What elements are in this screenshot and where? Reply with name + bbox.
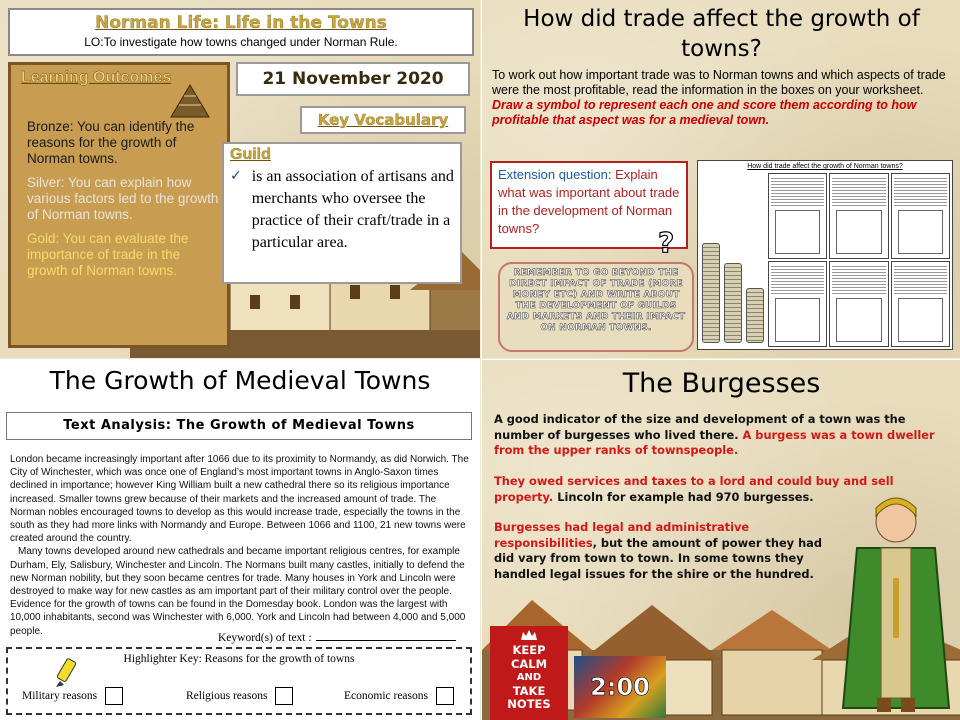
paragraph-2-highlight: They owed services and taxes to a lord and could buy and sell property. [494, 474, 894, 504]
vocabulary-card [222, 142, 462, 284]
religious-label: Religious reasons [186, 690, 268, 702]
paragraph-1 [494, 412, 954, 459]
keep-calm-line-3: AND [516, 672, 542, 683]
extension-question: : Explain what was important about trade in the development of Norman towns? [498, 167, 680, 236]
religious-key[interactable] [186, 687, 293, 705]
highlighter-key-title: Highlighter Key: Reasons for the growth of towns [123, 653, 355, 665]
learning-outcomes-heading: Learning Outcomes [21, 69, 172, 86]
outcome-bronze: Bronze: You can identify the reasons for the growth of Norman towns. [27, 119, 195, 166]
source-text [10, 453, 470, 638]
paragraph-1: London became increasingly important after 1066 due to its proximity to Normandy, as did Norwich. The City of Winchester, which was once one of England’s most important towns in Anglo-Saxon times declined in importance; however King William built a new cathedral there so its religious importance increased. Smaller towns grew because of their markets and the increased amount of trade. The Norman nobles encouraged towns to develop as this would increase trade, especially the towns in the south as they had more links with Normandy and Europe. Between 1066 and 1100, 21 new towns were created around the country. [10, 454, 469, 545]
instructions-task: Draw a symbol to represent each one and score them according to how profitable that aspect was for a medieval town. [492, 98, 917, 127]
slide-growth-of-towns [0, 359, 480, 720]
keep-calm-line-4: TAKE [512, 683, 546, 698]
economic-checkbox[interactable] [436, 687, 454, 705]
outcome-gold: Gold: You can evaluate the importance of trade in the growth of Norman towns. [27, 231, 189, 278]
outcome-silver: Silver: You can explain how various factors led to the growth of Norman towns. [27, 175, 219, 222]
economic-label: Economic reasons [344, 690, 428, 702]
slide-title: The Burgesses [622, 368, 821, 399]
paragraph-2: Many towns developed around new cathedrals and became important religious centres, for example Durham, Ely, Salisbury, Winchester and Lincoln. The Normans built many castles, initially to defend the new Norman nobility, but they soon became centres for trade. Many houses in York and Lincoln were destroyed to make way for new castles as am important part of their military control over the people. Evidence for the growth of towns can be found in the Domesday book. London was the largest with 10,000 inhabitants, second was Winchester with 6,000. York and Lincoln had between 4,000 and 5,000 people. [10, 546, 466, 637]
religious-checkbox[interactable] [275, 687, 293, 705]
paragraph-1-definition: A burgess was a town dweller from the upper ranks of townspeople. [494, 427, 935, 457]
slide-title: The Growth of Medieval Towns [49, 366, 431, 395]
paragraph-3-text: , but the amount of power they had did vary from town to town. In some towns they handled legal issues for the shire or the hundred. [494, 535, 823, 581]
instructions [492, 68, 954, 128]
page-title: Norman Life: Life in the Towns [95, 13, 387, 33]
worksheet-grid [768, 173, 950, 347]
paragraph-3 [494, 520, 824, 582]
question-mark-icon: ? [658, 226, 675, 259]
coin-stacks-icon [700, 173, 766, 347]
military-label: Military reasons [22, 690, 98, 702]
keyword-answer-line[interactable] [316, 631, 456, 641]
text-analysis-heading: Text Analysis: The Growth of Medieval Towns [6, 412, 472, 440]
crown-icon [521, 630, 537, 640]
date: 21 November 2020 [236, 62, 470, 96]
instructions-text: To work out how important trade was to Norman towns and which aspects of trade were the most profitable, read the information in the boxes on your worksheet. [492, 68, 946, 97]
paragraph-2-text: Lincoln for example had 970 burgesses. [553, 489, 814, 504]
burgess-figure [837, 488, 955, 720]
paragraph-1-text: A good indicator of the size and development of a town was the number of burgesses who lived there. [494, 412, 906, 442]
vocabulary-definition: is an association of artisans and merchants who oversee the practice of their craft/trade in a particular area. [251, 168, 454, 251]
title-box [8, 8, 474, 56]
learning-objective: LO:To investigate how towns changed under Norman Rule. [84, 35, 398, 49]
vocabulary-term: Guild [230, 146, 271, 163]
remember-note: REMEMBER TO GO BEYOND THE DIRECT IMPACT OF TRADE (MORE MONEY ETC) AND WRITE ABOUT THE DEVELOPMENT OF GUILDS AND MARKETS AND THEIR IMPACT ON NORMAN TOWNS. [498, 262, 694, 352]
economic-key[interactable] [344, 687, 454, 705]
timer[interactable]: 2:00 [574, 656, 666, 718]
keyword-label: Keyword(s) of text : [218, 632, 312, 644]
key-vocabulary-heading: Key Vocabulary [300, 106, 466, 134]
extension-label: Extension question [498, 167, 608, 182]
learning-outcomes-panel [8, 62, 230, 348]
slide-title: How did trade affect the growth of towns? [523, 6, 920, 62]
military-checkbox[interactable] [105, 687, 123, 705]
checkmark-icon: ✓ [230, 168, 242, 184]
slide-trade-growth [481, 0, 960, 358]
worksheet-title: How did trade affect the growth of Norman towns? [747, 163, 903, 170]
keep-calm-poster [490, 626, 568, 720]
worksheet-preview [697, 160, 953, 350]
feudal-pyramid-icon [169, 83, 211, 119]
paragraph-3-highlight: Burgesses had legal and administrative responsibilities [494, 520, 750, 550]
keyword-field[interactable] [218, 631, 456, 644]
keep-calm-line-1: KEEP [512, 643, 546, 657]
slide-norman-life [0, 0, 480, 358]
keep-calm-line-5: NOTES [507, 697, 551, 711]
slide-burgesses [481, 359, 960, 720]
highlighter-pen-icon [52, 657, 80, 691]
keep-calm-line-2: CALM [510, 656, 548, 671]
